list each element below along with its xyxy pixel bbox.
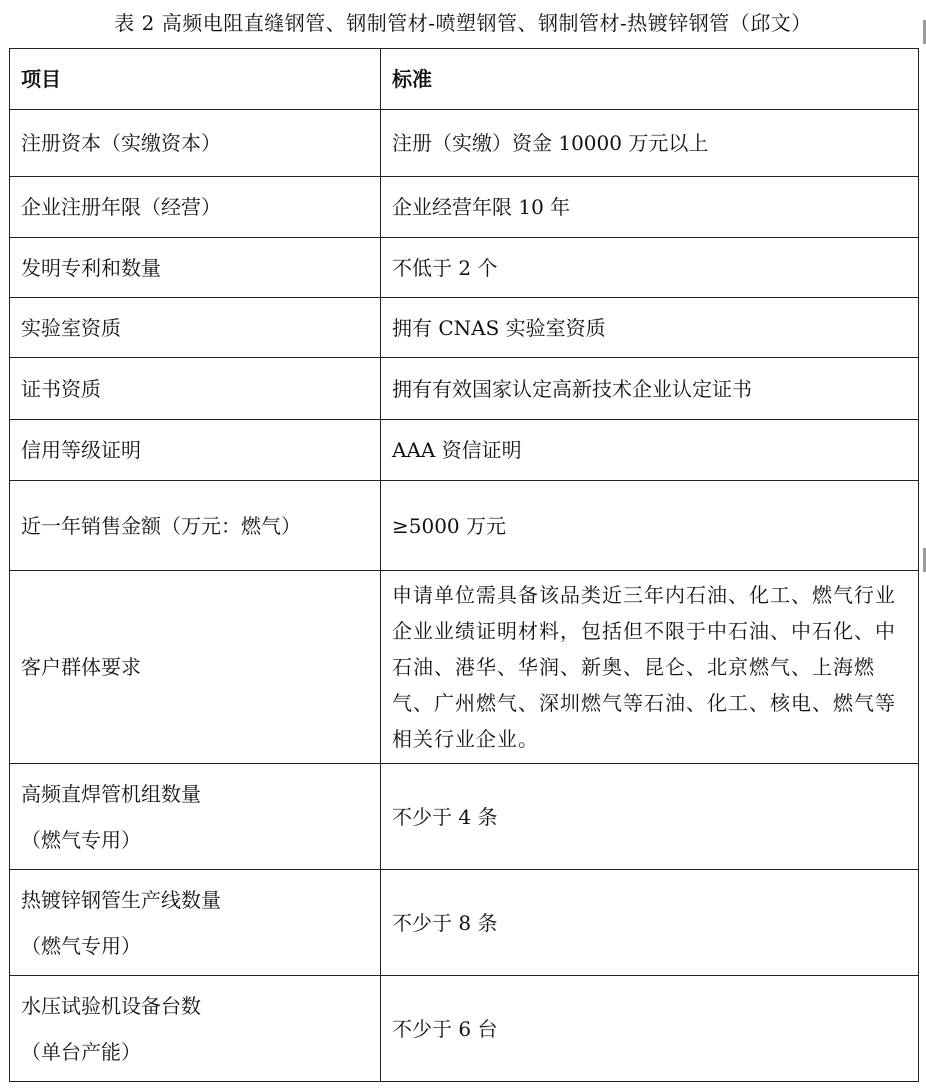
row-item-note: （单台产能） bbox=[21, 1039, 141, 1064]
row-item-label: 水压试验机设备台数 bbox=[21, 993, 201, 1018]
row-item-note: （燃气专用） bbox=[21, 827, 141, 852]
table-row bbox=[10, 870, 919, 976]
row-standard: 不少于 6 台 bbox=[381, 976, 919, 1082]
row-standard: 不少于 8 条 bbox=[381, 870, 919, 976]
row-standard: AAA 资信证明 bbox=[381, 420, 919, 481]
row-standard: 拥有有效国家认定高新技术企业认定证书 bbox=[381, 358, 919, 420]
table-row bbox=[10, 177, 919, 238]
row-item-label: 高频直焊管机组数量 bbox=[21, 781, 201, 806]
table-row bbox=[10, 764, 919, 870]
row-standard: ≥5000 万元 bbox=[381, 481, 919, 571]
row-item: 发明专利和数量 bbox=[10, 238, 381, 298]
qualification-table bbox=[9, 48, 919, 1082]
row-item-note: （燃气专用） bbox=[21, 933, 141, 958]
row-item: 实验室资质 bbox=[10, 298, 381, 358]
row-item: 客户群体要求 bbox=[10, 571, 381, 764]
table-row bbox=[10, 298, 919, 358]
row-item: 近一年销售金额（万元：燃气） bbox=[10, 481, 381, 571]
row-standard: 申请单位需具备该品类近三年内石油、化工、燃气行业企业业绩证明材料，包括但不限于中石油、中石化、中石油、港华、华润、新奥、昆仑、北京燃气、上海燃气、广州燃气、深圳燃气等石油、化工、核电、燃气等相关行业企业。 bbox=[381, 571, 919, 764]
row-standard: 注册（实缴）资金 10000 万元以上 bbox=[381, 110, 919, 177]
row-item bbox=[10, 764, 381, 870]
row-item bbox=[10, 870, 381, 976]
table-row bbox=[10, 976, 919, 1082]
row-standard: 不低于 2 个 bbox=[381, 238, 919, 298]
table-row bbox=[10, 481, 919, 571]
header-item: 项目 bbox=[10, 49, 381, 110]
row-item-label: 热镀锌钢管生产线数量 bbox=[21, 887, 221, 912]
row-standard: 拥有 CNAS 实验室资质 bbox=[381, 298, 919, 358]
row-item: 注册资本（实缴资本） bbox=[10, 110, 381, 177]
row-item bbox=[10, 976, 381, 1082]
row-item: 证书资质 bbox=[10, 358, 381, 420]
table-caption: 表 2 高频电阻直缝钢管、钢制管材-喷塑钢管、钢制管材-热镀锌钢管（邱文） bbox=[114, 11, 812, 35]
row-standard: 企业经营年限 10 年 bbox=[381, 177, 919, 238]
table-row bbox=[10, 110, 919, 177]
table-row bbox=[10, 358, 919, 420]
row-standard: 不少于 4 条 bbox=[381, 764, 919, 870]
row-item: 信用等级证明 bbox=[10, 420, 381, 481]
table-header-row bbox=[10, 49, 919, 110]
row-item: 企业注册年限（经营） bbox=[10, 177, 381, 238]
header-standard: 标准 bbox=[381, 49, 919, 110]
table-row bbox=[10, 420, 919, 481]
table-row bbox=[10, 238, 919, 298]
table-row bbox=[10, 571, 919, 764]
